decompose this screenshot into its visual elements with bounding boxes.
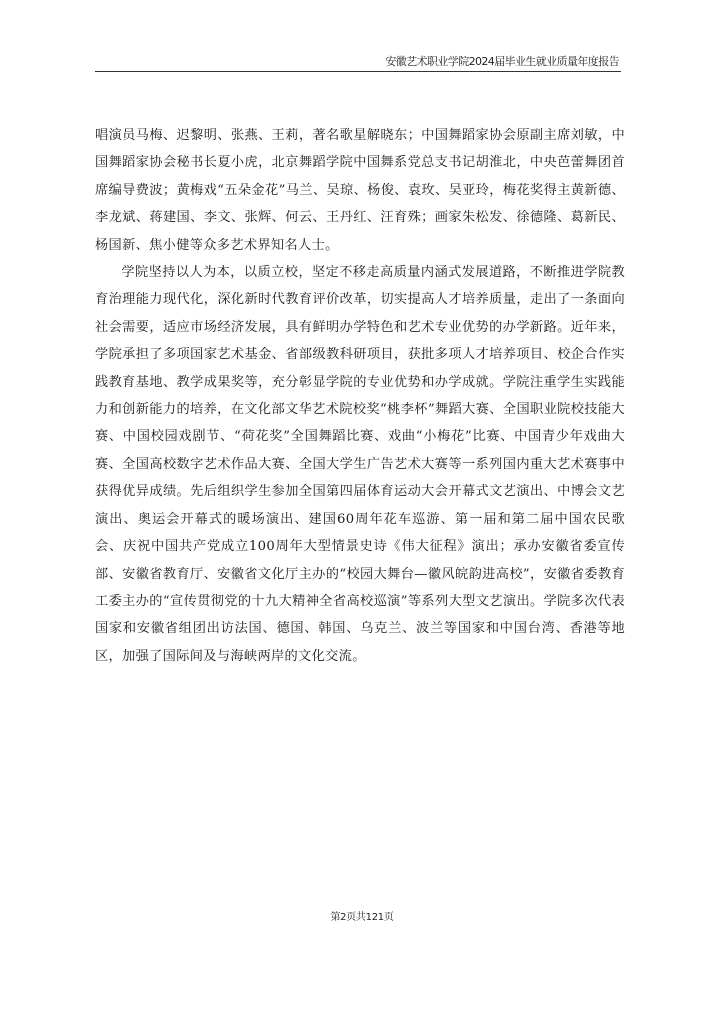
header-rule — [95, 71, 621, 72]
paragraph-alumni-continuation: 唱演员马梅、迟黎明、张燕、王莉，著名歌星解晓东；中国舞蹈家协会原副主席刘敏，中国舞蹈家协会秘书长夏小虎，北京舞蹈学院中国舞系党总支书记胡淮北，中央芭蕾舞团首席编导费波；黄梅戏“五朵金花”马兰、吴琼、杨俊、袁玫、吴亚玲，梅花奖得主黄新德、李龙斌、蒋建国、李文、张辉、何云、王丹红、汪育殊；画家朱松发、徐德隆、葛新民、杨国新、焦小健等众多艺术界知名人士。 — [95, 128, 625, 253]
page-number: 第2页共121页 — [330, 912, 394, 923]
running-header: 安徽艺术职业学院2024届毕业生就业质量年度报告 — [385, 55, 619, 68]
paragraph-college-development: 学院坚持以人为本，以质立校，坚定不移走高质量内涵式发展道路，不断推进学院教育治理能力现代化，深化新时代教育评价改革，切实提高人才培养质量，走出了一条面向社会需要，适应市场经济发展，具有鲜明办学特色和艺术专业优势的办学新路。近年来，学院承担了多项国家艺术基金、省部级教科研项目，获批多项人才培养项目、校企合作实践教育基地、教学成果奖等，充分彰显学院的专业优势和办学成就。学院注重学生实践能力和创新能力的培养，在文化部文华艺术院校奖“桃李杯”舞蹈大赛、全国职业院校技能大赛、中国校园戏剧节、“荷花奖”全国舞蹈比赛、戏曲“小梅花”比赛、中国青少年戏曲大赛、全国高校数字艺术作品大赛、全国大学生广告艺术大赛等一系列国内重大艺术赛事中获得优异成绩。先后组织学生参加全国第四届体育运动大会开幕式文艺演出、中博会文艺演出、奥运会开幕式的暖场演出、建国60周年花车巡游、第一届和第二届中国农民歌会、庆祝中国共产党成立100周年大型情景史诗《伟大征程》演出；承办安徽省委宣传部、安徽省教育厅、安徽省文化厅主办的“校园大舞台—徽风皖韵进高校”，安徽省委教育工委主办的“宣传贯彻党的十九大精神全省高校巡演”等系列大型文艺演出。学院多次代表国家和安徽省组团出访法国、德国、韩国、乌克兰、波兰等国家和中国台湾、香港等地区，加强了国际间及与海峡两岸的文化交流。 — [95, 265, 625, 664]
body-text — [95, 122, 625, 670]
